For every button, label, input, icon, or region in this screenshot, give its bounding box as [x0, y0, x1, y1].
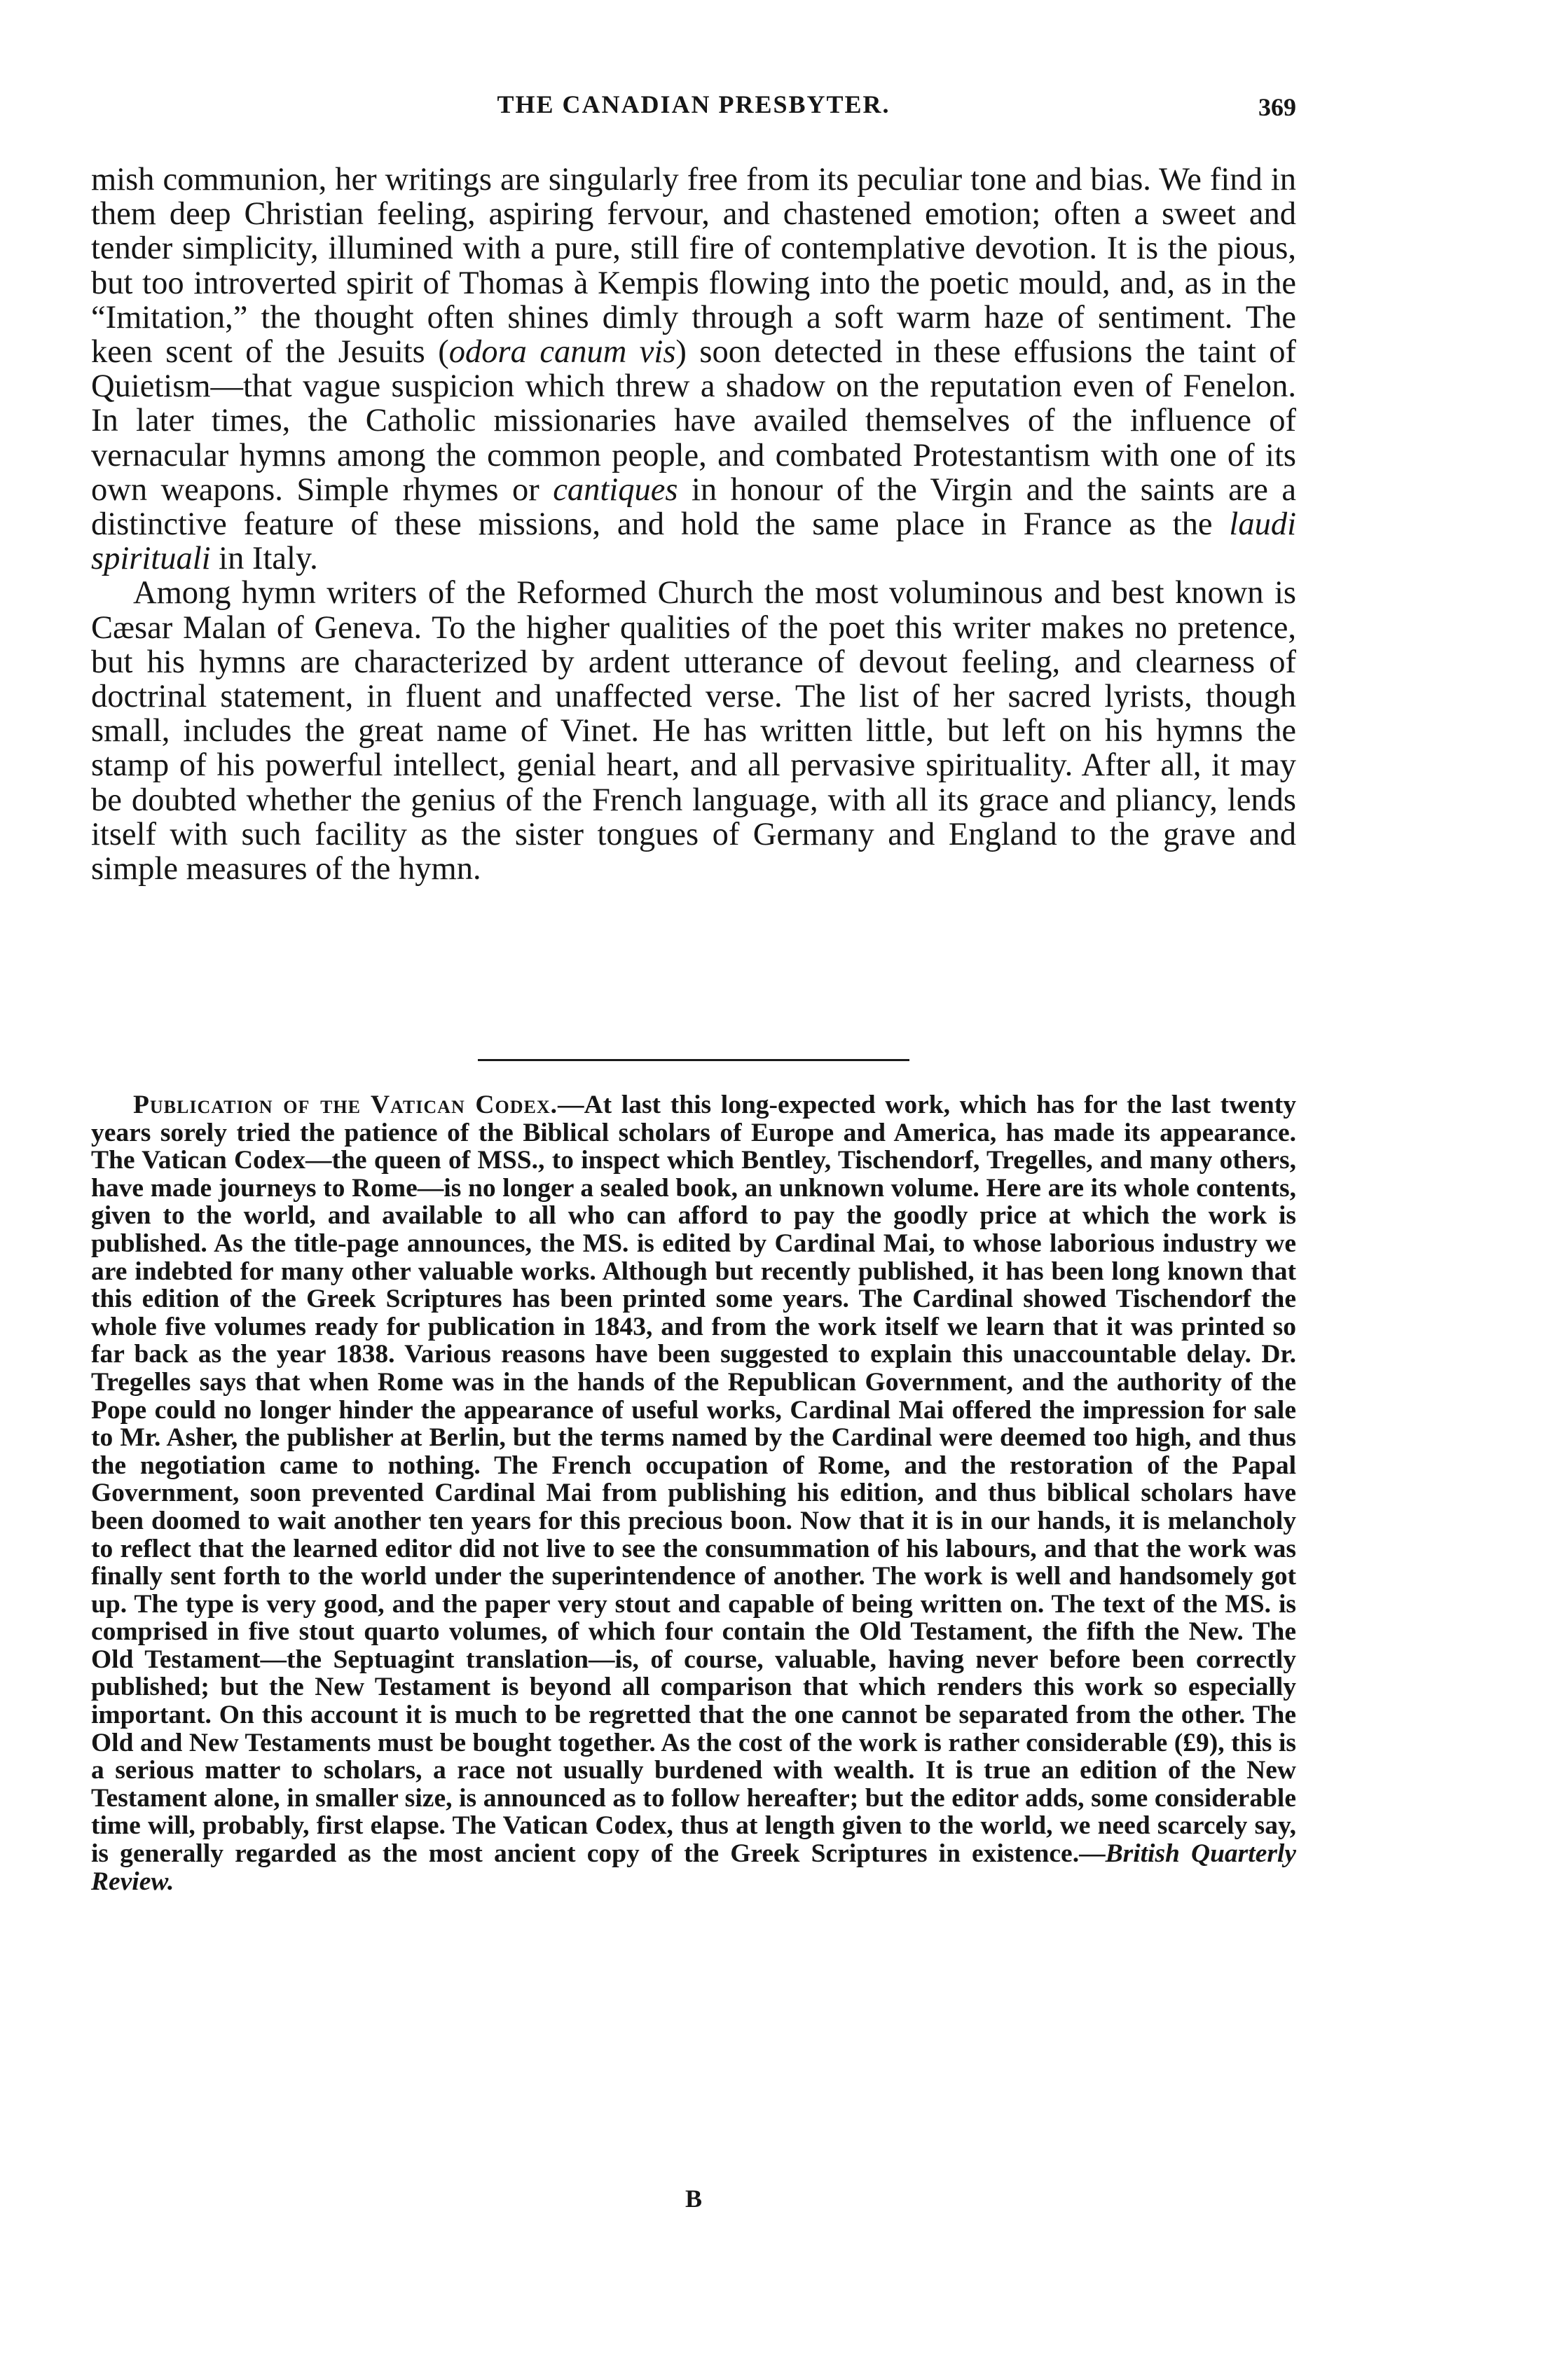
article-body [91, 162, 1296, 886]
italic-cantiques: cantiques [553, 471, 678, 508]
news-note-heading: Publication of the Vatican Codex. [133, 1091, 558, 1119]
paragraph-1-text-d: in Italy. [210, 541, 318, 577]
article-paragraph-1 [91, 162, 1296, 576]
news-note-body: —At last this long-expected work, which has for the last twenty years sorely tried the patience of the Biblical scholars of Europe and America, has made its appearance. The Vatican Codex—the queen of MSS., to inspect which Bentley, Tischendorf, Tregelles, and many others, have made journeys to Rome—is no longer a sealed book, an unknown volume. Here are its whole contents, given to the world, and available to all who can afford to pay the goodly price at which the work is published. As the title-page announces, the MS. is edited by Cardinal Mai, to whose laborious industry we are indebted for many other valuable works. Although but recently published, it has been long known that this edition of the Greek Scriptures has been printed some years. The Cardinal showed Tischendorf the whole five volumes ready for publication in 1843, and from the work itself we learn that it was printed so far back as the year 1838. Various reasons have been suggested to explain this unaccountable delay. Dr. Tregelles says that when Rome was in the hands of the Republican Government, and the authority of the Pope could no longer hinder the appearance of useful works, Cardinal Mai offered the impression for sale to Mr. Asher, the publisher at Berlin, but the terms named by the Cardinal were deemed too high, and thus the negotiation came to nothing. The French occupation of Rome, and the restoration of the Papal Government, soon prevented Cardinal Mai from publishing his edition, and thus biblical scholars have been doomed to wait another ten years for this precious boon. Now that it is in our hands, it is melancholy to reflect that the learned editor did not live to see the consummation of his labours, and that the work was finally sent forth to the world under the superintendence of another. The work is well and handsomely got up. The type is very good, and the paper very stout and capable of being written on. The text of the MS. is comprised in five stout quarto volumes, of which four contain the Old Testament, the fifth the New. The Old Testament—the Septuagint translation—is, of course, valuable, having never before been correctly published; but the New Testament is beyond all comparison that which renders this work so especially important. On this account it is much to be regretted that the one cannot be separated from the other. The Old and New Testaments must be bought together. As the cost of the work is rather considerable (£9), this is a serious matter to scholars, a race not usually burdened with wealth. It is true an edition of the New Testament alone, in smaller size, is announced as to follow hereafter; but the editor adds, some considerable time will, probably, first elapse. The Vatican Codex, thus at length given to the world, we need scarcely say, is generally regarded as the most ancient copy of the Greek Scriptures in existence.— [91, 1091, 1296, 1869]
page-number: 369 [1258, 93, 1296, 121]
news-note-paragraph [91, 1091, 1296, 1895]
italic-latin-phrase: odora canum vis [448, 334, 676, 371]
news-note [91, 1091, 1296, 1895]
article-paragraph-2: Among hymn writers of the Reformed Church the most voluminous and best known is Cæsar Malan of Geneva. To the higher qualities of the poet this writer makes no pretence, but his hymns are characterized by ardent utterance of devout feeling, and clearness of doctrinal statement, in fluent and unaffected verse. The list of her sacred lyrists, though small, includes the great name of Vinet. He has written little, but left on his hymns the stamp of his powerful intellect, genial heart, and all pervasive spirituality. After all, it may be doubted whether the genius of the French language, with all its grace and pliancy, lends itself with such facility as the sister tongues of Germany and England to the grave and simple measures of the hymn. [91, 575, 1296, 887]
paragraph-1-text-c: in honour of the Virgin and the saints are a distinctive feature of these missions, and hold the same place in France as the [91, 471, 1297, 543]
paragraph-1-text-b: ) soon detected in these effusions the taint of Quietism—that vague suspicion which threw a shadow on the reputation even of Fenelon. In later times, the Catholic missionaries have availed themselves of the influence of vernacular hymns among the common people, and combated Protestantism with one of its own weapons. Simple rhymes or [91, 334, 1296, 508]
signature-mark: B [685, 2185, 702, 2213]
running-title: THE CANADIAN PRESBYTER. [497, 90, 891, 118]
news-note-source: British Quarterly Review. [91, 1839, 1296, 1896]
running-head [91, 90, 1296, 132]
italic-laudi-spirituali: laudi spirituali [91, 506, 1296, 577]
paragraph-1-text-a: mish communion, her writings are singularly free from its peculiar tone and bias. We find in them deep Christian feeling, aspiring fervour, and chastened emotion; often a sweet and tender simplicity, illumined with a pure, still fire of contemplative devotion. It is the pious, but too introverted spirit of Thomas à Kempis flowing into the poetic mould, and, as in the “Imitation,” the thought often shines dimly through a soft warm haze of sentiment. The keen scent of the Jesuits ( [91, 162, 1296, 371]
section-divider [478, 1059, 909, 1061]
